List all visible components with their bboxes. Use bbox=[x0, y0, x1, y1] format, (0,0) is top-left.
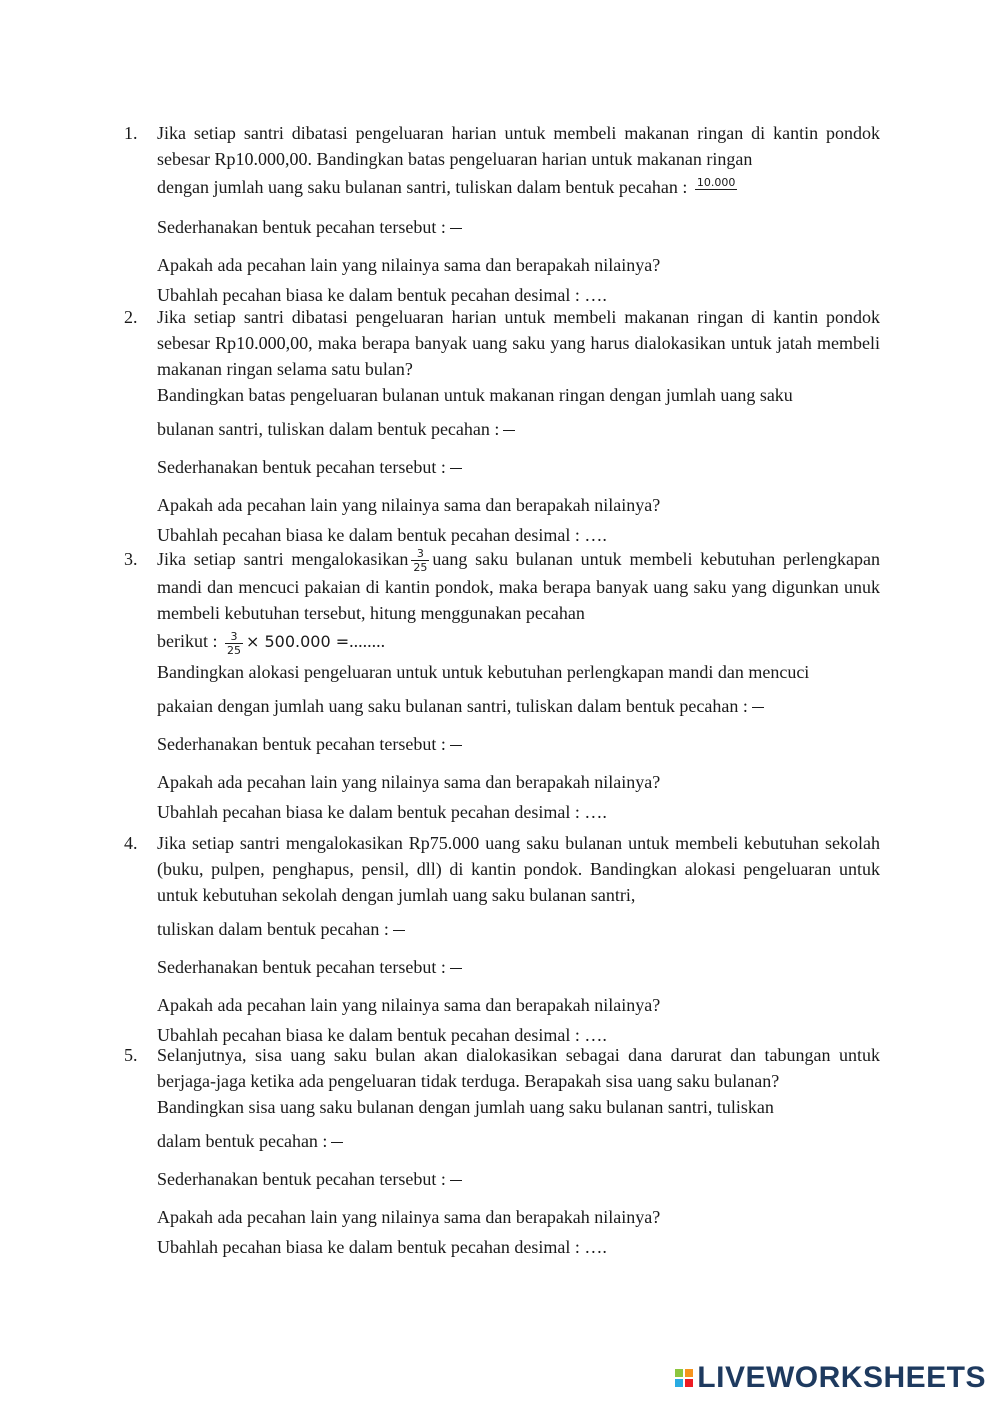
simplify-text: Sederhanakan bentuk pecahan tersebut : bbox=[157, 733, 446, 754]
fraction-blank[interactable] bbox=[450, 228, 462, 229]
fraction-denominator: 25 bbox=[413, 561, 428, 575]
decimal-question: Ubahlah pecahan biasa ke dalam bentuk pecahan desimal : …. bbox=[157, 801, 607, 822]
equiv-question: Apakah ada pecahan lain yang nilainya sama dan berapakah nilainya? bbox=[157, 1207, 661, 1227]
fraction-blank[interactable] bbox=[450, 1180, 462, 1181]
decimal-question: Ubahlah pecahan biasa ke dalam bentuk pecahan desimal : …. bbox=[157, 284, 607, 305]
fraction-numerator: 3 bbox=[230, 629, 238, 643]
fraction-blank[interactable] bbox=[695, 176, 738, 202]
logo-square-green bbox=[675, 1369, 683, 1377]
compare-line bbox=[157, 693, 880, 719]
decimal-question: Ubahlah pecahan biasa ke dalam bentuk pecahan desimal : …. bbox=[157, 1237, 607, 1257]
compare-line bbox=[157, 174, 880, 202]
compare-line bbox=[157, 1128, 880, 1154]
compare-text: dalam bentuk pecahan : bbox=[157, 1131, 328, 1151]
fraction-blank[interactable] bbox=[503, 430, 515, 431]
question-2 bbox=[124, 304, 880, 548]
question-text: Jika setiap santri dibatasi pengeluaran harian untuk membeli makanan ringan di kantin pondok sebesar Rp10.000,00. Bandingkan batas pengeluaran harian untuk makanan ringan bbox=[157, 123, 880, 169]
compare-text: Bandingkan sisa uang saku bulanan dengan jumlah uang saku bulanan santri, tuliskan bbox=[157, 1097, 774, 1117]
logo-square-blue bbox=[675, 1379, 683, 1387]
equiv-question: Apakah ada pecahan lain yang nilainya sama dan berapakah nilainya? bbox=[157, 495, 661, 515]
fraction-blank[interactable] bbox=[450, 968, 462, 969]
question-1 bbox=[124, 120, 880, 308]
simplify-line bbox=[157, 954, 880, 980]
equiv-question: Apakah ada pecahan lain yang nilainya sama dan berapakah nilainya? bbox=[157, 254, 661, 275]
simplify-line bbox=[157, 454, 880, 480]
simplify-line bbox=[157, 214, 880, 240]
simplify-line bbox=[157, 731, 880, 757]
fraction-denominator-blank[interactable] bbox=[695, 189, 738, 202]
question-text: Jika setiap santri mengalokasikan Rp75.000 uang saku bulanan untuk membeli kebutuhan sekolah (buku, pulpen, penghapus, pensil, dll) di kantin pondok. Bandingkan alokasi pengeluaran untuk untuk kebutuhan sekolah dengan jumlah uang saku bulanan santri, bbox=[157, 833, 880, 905]
question-3 bbox=[124, 546, 880, 825]
simplify-text: Sederhanakan bentuk pecahan tersebut : bbox=[157, 216, 446, 237]
fraction-blank[interactable] bbox=[752, 707, 764, 708]
logo-grid-icon bbox=[675, 1369, 693, 1387]
simplify-text: Sederhanakan bentuk pecahan tersebut : bbox=[157, 457, 446, 477]
question-number: 4. bbox=[124, 833, 138, 853]
compare-text: dengan jumlah uang saku bulanan santri, tuliskan dalam bentuk pecahan : bbox=[157, 177, 688, 197]
compare-text: Bandingkan batas pengeluaran bulanan untuk makanan ringan dengan jumlah uang saku bbox=[157, 385, 793, 405]
compare-text: Bandingkan alokasi pengeluaran untuk untuk kebutuhan perlengkapan mandi dan mencuci bbox=[157, 661, 810, 682]
question-number: 5. bbox=[124, 1045, 138, 1065]
compare-line bbox=[157, 416, 880, 442]
calc-line bbox=[157, 628, 880, 656]
fraction-blank[interactable] bbox=[331, 1142, 343, 1143]
fraction-blank[interactable] bbox=[450, 745, 462, 746]
answer-blank[interactable]: ........ bbox=[349, 631, 386, 652]
question-number: 1. bbox=[124, 123, 138, 143]
compare-line bbox=[157, 916, 880, 942]
compare-text: bulanan santri, tuliskan dalam bentuk pecahan : bbox=[157, 419, 500, 439]
question-number: 3. bbox=[124, 549, 138, 569]
question-text-part: uang saku bulanan untuk membeli kebutuhan perlengkapan mandi dan mencuci pakaian di kantin pondok, maka berapa banyak uang saku yang digunkan unuk membeli kebutuhan tersebut, hitung menggunakan pecahan bbox=[157, 549, 880, 624]
question-number: 2. bbox=[124, 307, 138, 327]
simplify-text: Sederhanakan bentuk pecahan tersebut : bbox=[157, 1169, 446, 1189]
decimal-question: Ubahlah pecahan biasa ke dalam bentuk pecahan desimal : …. bbox=[157, 1025, 607, 1045]
question-5 bbox=[124, 1042, 880, 1260]
fraction-blank[interactable] bbox=[393, 930, 405, 931]
equiv-question: Apakah ada pecahan lain yang nilainya sama dan berapakah nilainya? bbox=[157, 995, 661, 1015]
question-4 bbox=[124, 830, 880, 1048]
liveworksheets-logo bbox=[675, 1361, 986, 1395]
fraction-numerator: 3 bbox=[416, 547, 424, 561]
fraction-3-25 bbox=[225, 630, 243, 657]
compare-text: tuliskan dalam bentuk pecahan : bbox=[157, 919, 389, 939]
fraction-denominator: 25 bbox=[227, 643, 241, 657]
calc-expression: × 500.000 = bbox=[246, 632, 350, 652]
logo-square-red bbox=[685, 1379, 693, 1387]
question-text-part: Jika setiap santri mengalokasikan bbox=[157, 549, 409, 569]
simplify-text: Sederhanakan bentuk pecahan tersebut : bbox=[157, 957, 446, 977]
fraction-numerator: 10.000 bbox=[696, 175, 736, 189]
logo-square-orange bbox=[685, 1369, 693, 1377]
calc-label: berikut : bbox=[157, 631, 218, 652]
question-text: Selanjutnya, sisa uang saku bulan akan dialokasikan sebagai dana darurat dan tabungan untuk berjaga-jaga ketika ada pengeluaran tidak terduga. Berapakah sisa uang saku bulanan? bbox=[157, 1045, 880, 1091]
simplify-line bbox=[157, 1166, 880, 1192]
compare-text: pakaian dengan jumlah uang saku bulanan santri, tuliskan dalam bentuk pecahan : bbox=[157, 695, 748, 716]
fraction-blank[interactable] bbox=[450, 468, 462, 469]
question-text bbox=[157, 546, 880, 626]
fraction-3-25 bbox=[411, 547, 429, 574]
logo-text: LIVEWORKSHEETS bbox=[697, 1361, 986, 1394]
question-text: Jika setiap santri dibatasi pengeluaran harian untuk membeli makanan ringan di kantin pondok sebesar Rp10.000,00, maka berapa banyak uang saku yang harus dialokasikan untuk jatah membeli makanan ringan selama satu bulan? bbox=[157, 307, 880, 379]
decimal-question: Ubahlah pecahan biasa ke dalam bentuk pecahan desimal : …. bbox=[157, 525, 607, 545]
equiv-question: Apakah ada pecahan lain yang nilainya sama dan berapakah nilainya? bbox=[157, 771, 661, 792]
